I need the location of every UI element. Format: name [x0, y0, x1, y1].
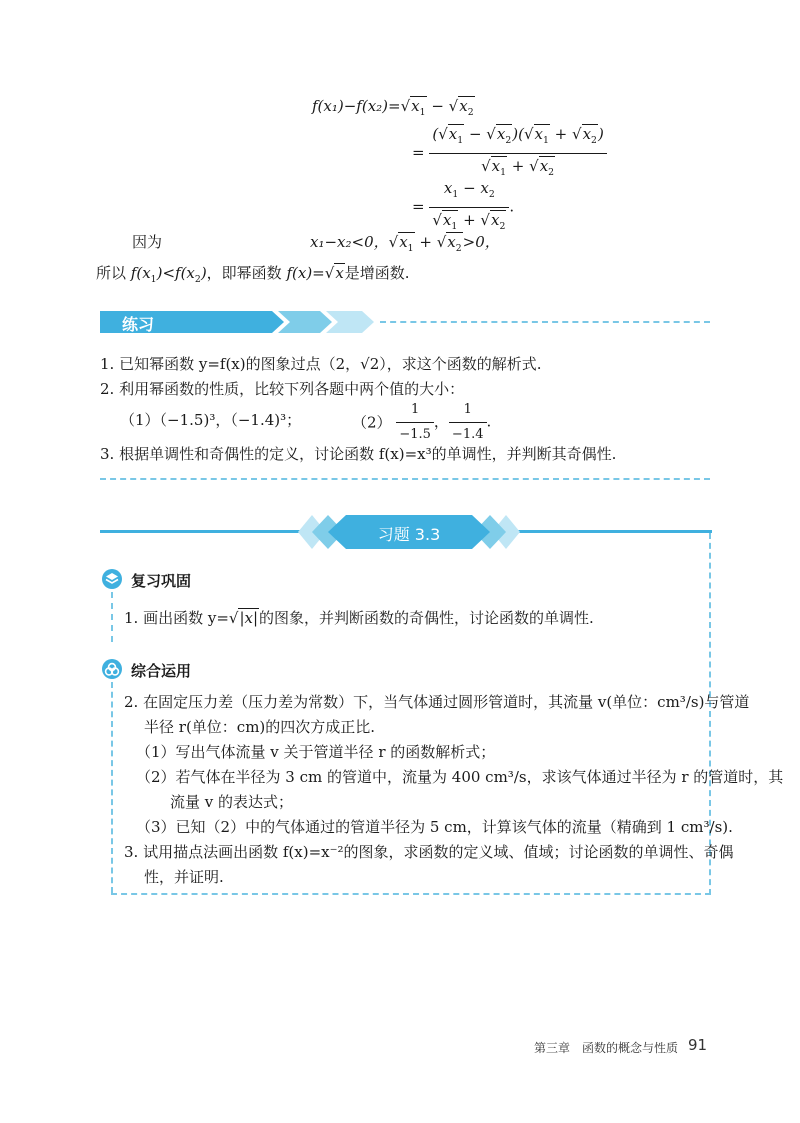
conclusion-suffix: 是增函数.: [344, 264, 410, 282]
practice-q2: 2. 利用幂函数的性质，比较下列各题中两个值的大小：: [100, 380, 465, 398]
practice-bottom-dashline: [100, 478, 710, 480]
page-number: 91: [688, 1036, 708, 1054]
practice-q3: 3. 根据单调性和奇偶性的定义，讨论函数 f(x)=x³的单调性，并判断其奇偶性.: [100, 445, 617, 463]
proof-line-2: = $\frac{(√x_1 - √x_2)(√x_1 + √x_2)}{√x_1 + √x_2}$: [412, 124, 607, 183]
apply-q2-1: （1）写出气体流量 v 关于管道半径 r 的函数解析式；: [136, 743, 496, 761]
footer-chapter: 第三章 函数的概念与性质: [534, 1041, 679, 1055]
apply-q2-3: （3）已知（2）中的气体通过的管道半径为 5 cm，计算该气体的流量（精确到 1 cm³/s).: [136, 818, 733, 836]
apply-q2-2-line2: 流量 v 的表达式；: [170, 793, 294, 811]
proof-line-3: = $\frac{x_1 - x_2}{√x_1 + √x_2}$ .: [412, 179, 515, 232]
apply-left-dashline: [111, 682, 113, 893]
practice-title: 练习: [122, 315, 155, 334]
proof-conclusion: 所以 $f(x_1)<f(x_2)$，即幂函数 f(x)=√x是增函数.: [96, 264, 410, 285]
exercise-right-dashline: [709, 533, 711, 895]
practice-q2-2: （2） $\frac{1}{-1.5}$ ， $\frac{1}{-1.4}$ .: [352, 402, 492, 442]
proof-line-1: $f(x_1)-f(x_2)=√x_1 - √x_2$: [312, 97, 474, 118]
review-q1-prefix: 1. 画出函数 y=: [124, 609, 229, 627]
apply-q2-2-line1: （2）若气体在半径为 3 cm 的管道中，流量为 400 cm³/s，求该气体通过半径为 r 的管道时，其: [136, 768, 784, 786]
because-ineq1: x₁−x₂<0，: [310, 233, 389, 251]
because-label: 因为: [132, 233, 163, 251]
apply-q3-line2: 性，并证明.: [144, 868, 224, 886]
exercise-bottom-dashline: [111, 893, 711, 895]
review-q1-suffix: 的图象，并判断函数的奇偶性，讨论函数的单调性.: [259, 609, 594, 627]
q2-1-label: （1）: [120, 411, 160, 429]
review-q1: 1. 画出函数 y=√|x|的图象，并判断函数的奇偶性，讨论函数的单调性.: [124, 609, 594, 627]
q2-2-label: （2）: [352, 413, 392, 432]
review-left-dashline: [111, 592, 113, 642]
apply-q2-line2: 半径 r(单位：cm)的四次方成正比.: [144, 718, 376, 736]
apply-knot-icon: [102, 659, 122, 679]
review-layers-icon: [102, 569, 122, 589]
practice-top-dashline: [380, 321, 710, 323]
because-inequalities: x₁−x₂<0，$√x_1 + √x_2>0$，: [310, 233, 500, 254]
apply-q3-line1: 3. 试用描点法画出函数 f(x)=x⁻²的图象，求函数的定义域、值域；讨论函数的单调性、奇偶: [124, 843, 734, 861]
because-ineq2: >0，: [462, 233, 500, 251]
proof-line1-left: f(x₁)−f(x₂)=: [312, 97, 401, 115]
practice-q1: 1. 已知幂函数 y=f(x)的图象过点（2，√2），求这个函数的解析式.: [100, 355, 542, 373]
apply-title: 综合运用: [131, 662, 192, 680]
practice-banner: [100, 311, 380, 333]
conclusion-mid: ，即幂函数: [206, 264, 282, 282]
exercise-title-badge: [298, 515, 520, 549]
exercise-title: 习题 3.3: [377, 525, 441, 544]
apply-q2-line1: 2. 在固定压力差（压力差为常数）下，当气体通过圆形管道时，其流量 v(单位：cm³/s)与管道: [124, 693, 750, 711]
review-title: 复习巩固: [131, 572, 192, 590]
practice-q2-1: [120, 410, 301, 430]
q2-1-values: （−1.5)³，（−1.4)³；: [159, 411, 302, 429]
conclusion-prefix: 所以: [96, 264, 127, 282]
